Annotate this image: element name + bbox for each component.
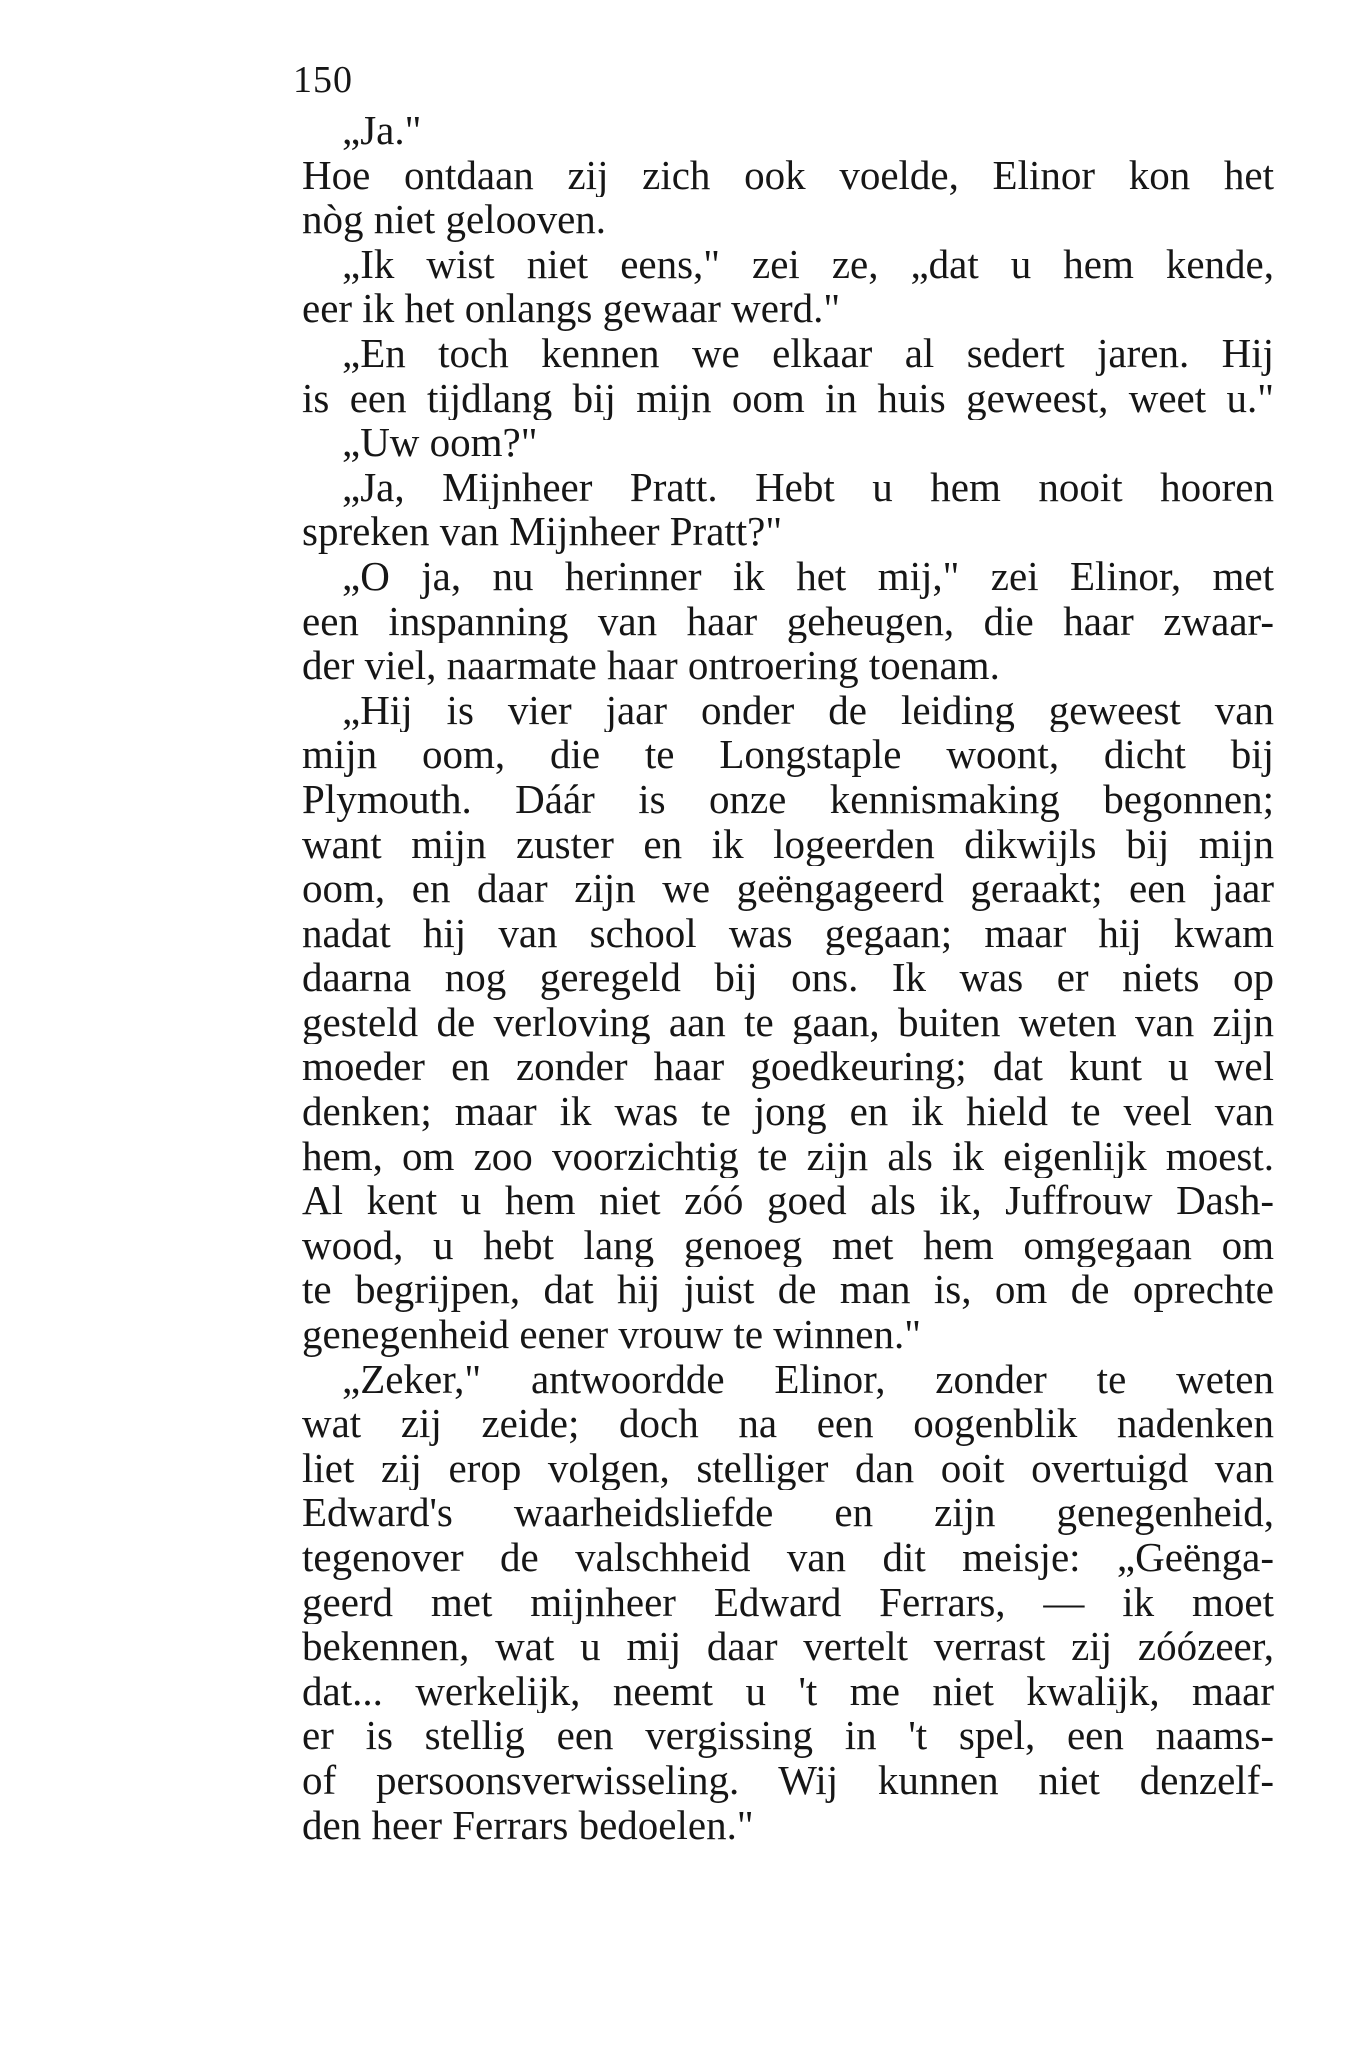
text-line: of persoonsverwisseling. Wij kunnen niet denzelf- <box>302 1757 1274 1803</box>
text-line: tegenover de valschheid van dit meisje: „Geënga- <box>302 1535 1274 1580</box>
text-line: bekennen, wat u mij daar vertelt verrast zij zóózeer, <box>302 1624 1274 1669</box>
text-line: moeder en zonder haar goedkeuring; dat kunt u wel <box>302 1044 1274 1090</box>
text-line: Plymouth. Dáár is onze kennismaking begonnen; <box>302 776 1274 822</box>
text-line: „En toch kennen we elkaar al sedert jaren. Hij <box>342 330 1274 376</box>
text-line: „Uw oom?" <box>342 420 538 465</box>
text-line: „Hij is vier jaar onder de leiding geweest van <box>342 687 1274 733</box>
text-line: eer ik het onlangs gewaar werd." <box>302 286 841 331</box>
text-line: is een tijdlang bij mijn oom in huis geweest, weet u." <box>302 375 1274 421</box>
text-line: nòg niet gelooven. <box>302 197 607 242</box>
text-line: wood, u hebt lang genoeg met hem omgegaan om <box>302 1222 1274 1268</box>
text-line: den heer Ferrars bedoelen." <box>302 1802 754 1848</box>
text-line: nadat hij van school was gegaan; maar hij kwam <box>302 910 1274 956</box>
text-line: een inspanning van haar geheugen, die haar zwaar- <box>302 598 1274 644</box>
text-line: gesteld de verloving aan te gaan, buiten weten van zijn <box>302 999 1274 1045</box>
text-line: der viel, naarmate haar ontroering toenam. <box>302 643 1000 688</box>
body-text <box>302 108 1274 1847</box>
text-line: „Ik wist niet eens," zei ze, „dat u hem kende, <box>342 241 1274 287</box>
text-line: liet zij erop volgen, stelliger dan ooit overtuigd van <box>302 1445 1274 1491</box>
text-line: oom, en daar zijn we geëngageerd geraakt; een jaar <box>302 866 1274 911</box>
text-line: spreken van Mijnheer Pratt?" <box>302 509 783 554</box>
text-line: mijn oom, die te Longstaple woont, dicht bij <box>302 732 1274 777</box>
text-line: denken; maar ik was te jong en ik hield te veel van <box>302 1089 1274 1134</box>
text-line: „Ja, Mijnheer Pratt. Hebt u hem nooit hooren <box>342 464 1274 510</box>
text-line: wat zij zeide; doch na een oogenblik nadenken <box>302 1401 1274 1446</box>
text-line: te begrijpen, dat hij juist de man is, om de oprechte <box>302 1267 1274 1313</box>
text-line: want mijn zuster en ik logeerden dikwijls bij mijn <box>302 821 1274 867</box>
text-line: „Ja." <box>342 108 422 153</box>
text-line: „O ja, nu herinner ik het mij," zei Elinor, met <box>342 553 1274 599</box>
text-line: er is stellig een vergissing in 't spel, een naams- <box>302 1713 1274 1758</box>
text-line: daarna nog geregeld bij ons. Ik was er niets op <box>302 955 1274 1000</box>
page-number: 150 <box>293 59 353 101</box>
text-line: genegenheid eener vrouw te winnen." <box>302 1312 921 1357</box>
text-line: geerd met mijnheer Edward Ferrars, — ik moet <box>302 1579 1274 1625</box>
text-line: hem, om zoo voorzichtig te zijn als ik eigenlijk moest. <box>302 1133 1274 1179</box>
text-line: Hoe ontdaan zij zich ook voelde, Elinor kon het <box>302 152 1274 198</box>
text-line: dat... werkelijk, neemt u 't me niet kwalijk, maar <box>302 1668 1274 1714</box>
text-line: „Zeker," antwoordde Elinor, zonder te weten <box>342 1356 1274 1402</box>
text-line: Al kent u hem niet zóó goed als ik, Juffrouw Dash- <box>302 1178 1274 1223</box>
text-line: Edward's waarheidsliefde en zijn genegenheid, <box>302 1490 1274 1535</box>
